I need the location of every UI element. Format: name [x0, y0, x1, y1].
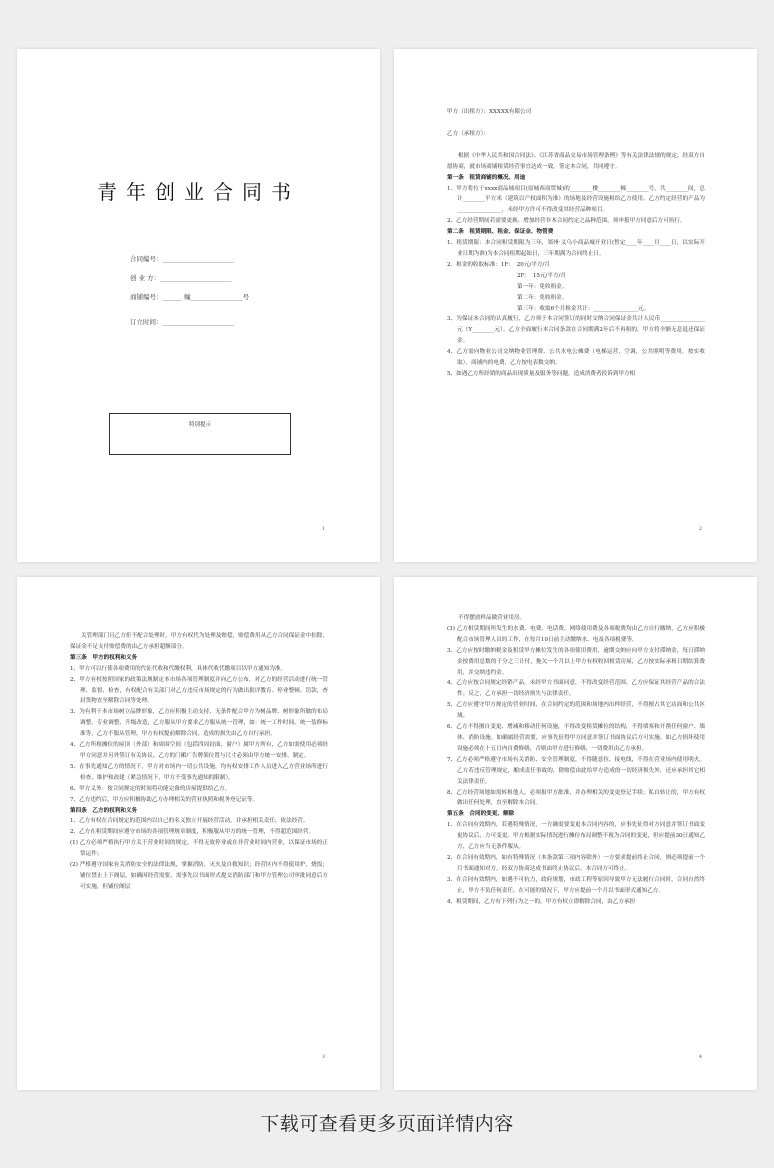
- download-more-banner[interactable]: 下载可查看更多页面详情内容: [260, 1113, 514, 1135]
- paragraph: 1、乙方有权在合同规定的范围内以自己的名义独立开展经营活动，并承担相关责任，依法经营。: [70, 818, 309, 825]
- page-number: 2: [698, 526, 702, 532]
- section-heading: 第三条 甲方的权利和义务: [70, 654, 138, 661]
- paragraph: 关管理部门且乙方拒不配合处理时，甲方有权代为处理及赔偿，赔偿费用从乙方合同保证金中扣除，保证金不足支付赔偿费的由乙方承担超额部分。: [70, 633, 328, 650]
- paragraph: 第三年：收取6个月租金共计：________________元。: [517, 305, 650, 312]
- paragraph: 4、乙方应按合同规定经销产品，未经甲方书面同意，不得改变经营范围。乙方应保证其经营产品的合法性；反之，乙方承担一切经济损失与法律责任。: [447, 680, 705, 698]
- entrepreneur-field: 创 业 方：______________________: [130, 274, 232, 282]
- signing-date-field: 订立时间：______________________: [130, 318, 234, 326]
- page-number: 4: [698, 1054, 702, 1060]
- document-page-3: [17, 577, 380, 1090]
- paragraph: 不得摆放样品做营业用房。: [458, 615, 526, 621]
- paragraph: 6、甲方义务：按合同规定的时间将功能完备的房屋提供给乙方。: [70, 785, 231, 792]
- paragraph: 6、乙方不得擅自变更、增减和移动任何设施，不得改变租赁摊位的结构，不得堵塞和开凿任何窗户、墙体、消防设施。如确属经营需要，应事先征得甲方同意并签订书面协议后方可实施。如乙方损坏使用设施必须在十五日内自费修缮，否则由甲方进行修缮，一切费用由乙方承担。: [447, 724, 705, 752]
- spacer: [447, 140, 705, 151]
- contract-number-field: 合同编号：______________________: [130, 255, 234, 263]
- special-notice-box: [109, 413, 291, 455]
- paragraph: 5、如遇乙方所经销的商品出现质量及服务等问题，造成消费者投诉到甲方相: [447, 370, 636, 377]
- special-notice-label: 特别提示: [188, 422, 211, 428]
- paragraph: 1、租赁期限：本合同租赁期限为三年，郑州·义乌小商品城开业日(暂定____年____月____日，以实际开业日期为准)为本合同租期起始日，三年期满为合同终止日。: [447, 240, 705, 257]
- shop-number-field: 商铺编号：______ 幢________________号: [130, 293, 250, 301]
- paragraph: 第一年：免收租金。: [517, 283, 568, 290]
- paragraph: 3、在合同有效期内，如遇不可抗力，政府规划，市政工程等原因导致甲方无法履行合同时，合同自然终止，甲方不负任何责任，在可能的情况下，甲方应提前一个月以书面形式通知乙方。: [447, 876, 705, 894]
- paragraph: 4、乙方所租摊位的屋顶（外部）和周围空间（包括四周封面，窗户）属甲方所有，乙方如需使用必须经甲方同意并另外签订有关协议。乙方的门楣广告牌架位置与尺寸必须由甲方统一安排、制定。: [70, 742, 328, 759]
- paragraph: 4、租赁期间，乙方有下列行为之一的，甲方有权立即解除合同，由乙方承担: [447, 898, 636, 905]
- section-heading: 第一条 租赁商铺的概况、用途: [447, 174, 526, 181]
- paragraph: 2、甲方有权按照国家的政策法规制定本市场各项管理制度并向乙方公布，对乙方的经营活动进行统一管理、监督、检查，有权配合有关部门对乙方违反市场规定的行为做出批评教育、停业整顿、罚款，查封货物直至解除合同等处理。: [70, 676, 328, 705]
- contract-title: 青年创业合同书: [97, 180, 300, 204]
- paragraph: (2) 严格遵守国家有关消防安全的法律法规，掌握消防，灭火及自救知识；经营区内不得使用炉、烧饭；铺位禁止上下阁层，如确因经营需要，需事先以书面形式提交消防部门和甲方管理公司审批同意后方可实施，但铺位阁层: [70, 862, 328, 890]
- paragraph: 4、乙方需向物业公司交纳物业管理费、公共水电公摊费（电梯运营，空调，公共照明等费用，按实收取），商铺内的电费，乙方按电表数交纳。: [447, 349, 705, 367]
- paragraph: 2F： 15元/平方/月: [517, 272, 567, 279]
- section-heading: 第四条 乙方的权利和义务: [70, 807, 138, 814]
- page-number: 3: [321, 1054, 325, 1060]
- paragraph: 1、在合同有效期内，若遇特殊情况，一方确需要变更本合同内容的，应事先征得对方同意并签订书面变更协议后，方可变更。甲方根据实际情况进行摊位布局调整不视为合同的变更，但应提前30日通知乙方，乙方应当无条件服从。: [447, 822, 705, 851]
- paragraph: 8、乙方经营场地如需转租他人，必须报甲方批准，并办理相关的变更登记手续；私自转让的，甲方有权做出任何处理，直至解除本合同。: [447, 789, 705, 807]
- paragraph: 5、在事先通知乙方的情况下，甲方对市场内一切公共设施，均有权安排工作人员进入乙方营业场所进行检查、维护和改建（紧急情况下，甲方不受事先通知的限制）。: [70, 763, 328, 781]
- paragraph: 1、甲方可以行使各项费用的代征代收和代缴权利，具体代收代缴项目以甲方通知为准。: [70, 665, 287, 672]
- paragraph: 乙方（承租方）：: [447, 130, 489, 137]
- page-2-body: [447, 107, 705, 380]
- paragraph: 7、乙方违约后，甲方应积极协助乙方办理相关的营业执照和税务登记证等。: [70, 796, 259, 803]
- paragraph: 1、甲方将位于xxxx商品城项目(原城西商贸城)的________楼________幢________号，共________间，总计________平方米（建筑以产权面积为准）的场地及经营设施租给乙方使用。乙方约定经营的产品为________________，未经甲方许可不得改变其经营品种项目。: [447, 185, 705, 214]
- paragraph: 5、乙方应遵守甲方规定的营业时间，在合同约定的范围和场地内出样经营，不得擅占其它店面和公共区域。: [447, 702, 705, 720]
- document-page-2: [394, 49, 757, 562]
- paragraph: 3、乙方应按时缴纳税金及租赁甲方摊位发生的各项使用费用，逾期交纳应向甲方支付滞纳金，每日滞纳金按费用总数的千分之三计付，拖欠一个月以上甲方有权收回租赁房屋，乙方按实际承租日期结算费用，并交纳违约金。: [447, 647, 705, 676]
- section-heading: 第五条 合同的变更、解除: [447, 811, 515, 818]
- paragraph: 2、乙方在租赁期间应遵守市场的各项管理规章制度，积极服从甲方的统一管理，不得超范围经营。: [70, 829, 315, 836]
- page-4-body: [447, 613, 705, 907]
- paragraph: 根据《中华人民共和国合同法》、《江苏省商品交易市场管理条例》等有关法律法规的规定，经双方自愿协商，就市场商铺租赁经营事宜达成一致，签定本合同，共同遵守。: [447, 152, 705, 170]
- paragraph: 2、在合同有效期内，如有特殊情况（本条款第三项内容除外）一方要求提前终止合同，则必须提前一个月书面通知对方，经双方协商达成书面终止协议后，本合同方可终止。: [447, 854, 705, 872]
- paragraph: (3) 乙方租赁期间所发生的水费、电费、电话费、网络使用费及各项税费均由乙方自行缴纳，乙方应积极配合市场管理人员的工作，在每月10日前主动缴纳水、电及各项税费等。: [447, 625, 705, 643]
- paragraph: 2、租金的收取标准：1F： 20元/平方/月: [447, 261, 550, 268]
- paragraph: (1) 乙方必须严格执行甲方关于营业时间的规定，不得无故停业或在非营业时间内营业，以保证市场的正常运作；: [70, 840, 328, 858]
- page-number: 1: [321, 526, 325, 532]
- document-page-4: [394, 577, 757, 1090]
- paragraph: 甲方（出租方）：XXXXX有限公司: [447, 109, 532, 115]
- paragraph: 2、乙方经营期间若需要更换、增加经营非本合同约定之品种范围，须申报甲方同意后方可执行。: [447, 218, 686, 225]
- spacer: [447, 118, 705, 129]
- paragraph: 7、乙方必须严格遵守市场有关消防、安全管理制度，不得随意拉、接电线，不得在营业场内使用明火。乙方若违反管理规定，酿成责任事故的，除赔偿由此给甲方造成的一切经济损失外，还应承担其它相关法律责任。: [447, 756, 705, 785]
- section-heading: 第二条 租赁期限、租金、保证金、物管费: [447, 229, 554, 236]
- paragraph: 3、为保证本合同的认真履行，乙方须于本合同签订的同时交纳合同保证金共计人民币________________元（Y________元）。乙方全面履行本合同条款在合同期满2年后不再租的，甲方将全额无息退还保证金。: [447, 316, 705, 345]
- document-page-1: [17, 49, 380, 562]
- paragraph: 3、为有利于本市场树立品牌形象，乙方应积极主动支持、无条件配合甲方为树品牌、树形象所做的布局调整、专业调整、升级改造，乙方服从甲方要求乙方服从统一管理，如：统一工作时间、统一装修标准等，乙方不服从管理，甲方有权提前解除合同，造成的损失由乙方自行承担。: [70, 709, 328, 738]
- page-3-body: [70, 631, 328, 893]
- paragraph: 第二年：免收租金。: [517, 294, 568, 301]
